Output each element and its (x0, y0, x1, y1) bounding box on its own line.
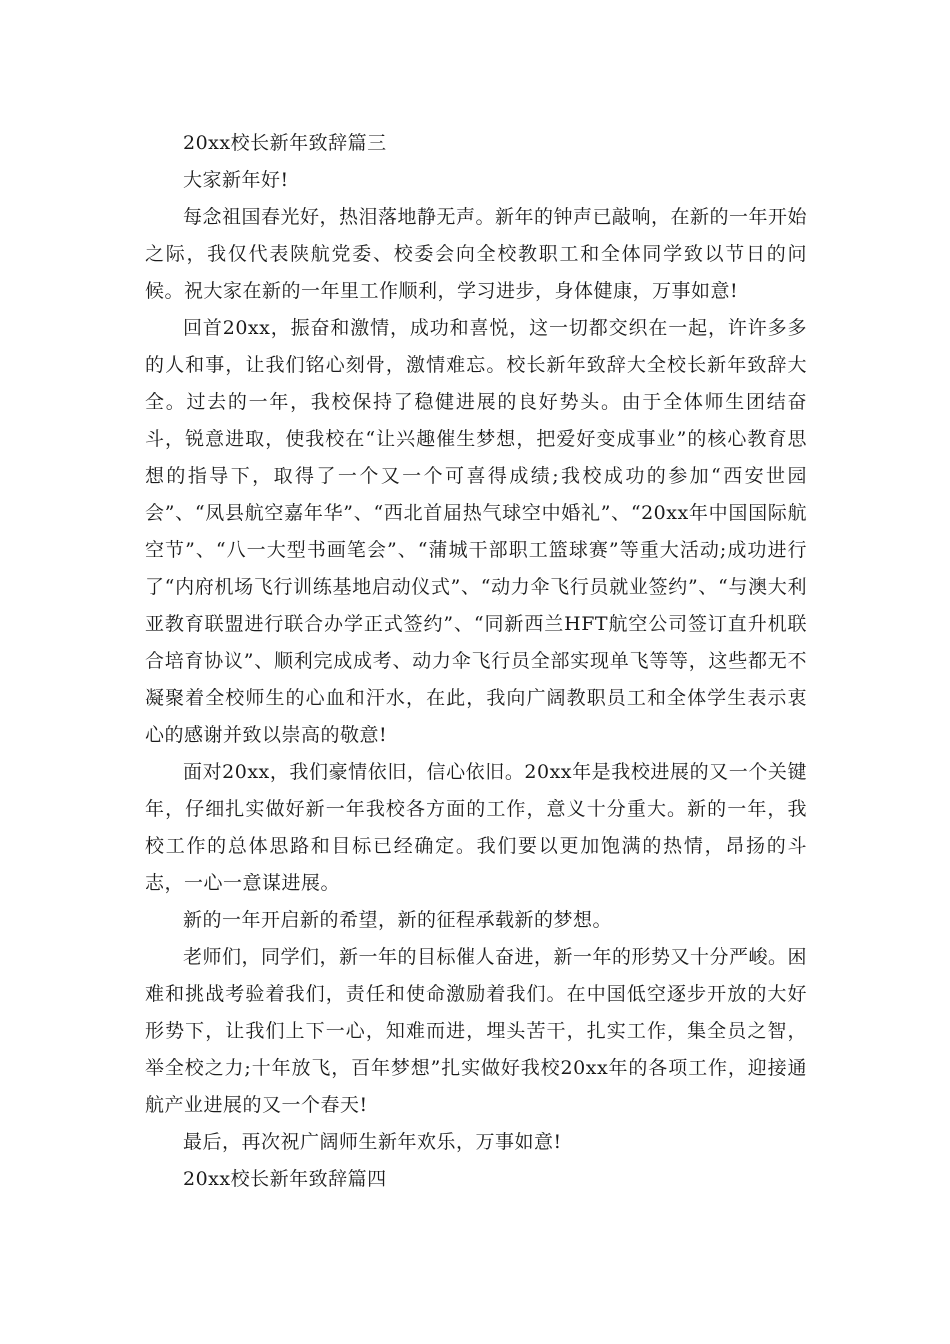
hope-paragraph: 新的一年开启新的希望，新的征程承载新的梦想。 (183, 909, 613, 931)
section-heading-three: 20xx校长新年致辞篇三 (183, 132, 387, 154)
greeting-paragraph: 大家新年好! (183, 169, 289, 191)
opening-paragraph: 每念祖国春光好，热泪落地静无声。新年的钟声已敲响，在新的一年开始之际，我仅代表陕航党委、校委会向全校教职工和全体同学致以节日的问候。祝大家在新的一年里工作顺利，学习进步，身体健康，万事如意! (145, 206, 808, 302)
document-body (145, 125, 807, 1198)
review-paragraph: 回首20xx，振奋和激情，成功和喜悦，这一切都交织在一起，许许多多的人和事，让我们铭心刻骨，激情难忘。校长新年致辞大全校长新年致辞大全。过去的一年，我校保持了稳健进展的良好势头。由于全体师生团结奋斗，锐意进取，使我校在“让兴趣催生梦想，把爱好变成事业”的核心教育思想的指导下，取得了一个又一个可喜得成绩;我校成功的参加“西安世园会”、“凤县航空嘉年华”、“西北首届热气球空中婚礼”、“20xx年中国国际航空节”、“八一大型书画笔会”、“蒲城干部职工篮球赛”等重大活动;成功进行了“内府机场飞行训练基地启动仪式”、“动力伞飞行员就业签约”、“与澳大利亚教育联盟进行联合办学正式签约”、“同新西兰HFT航空公司签订直升机联合培育协议”、顺利完成成考、动力伞飞行员全部实现单飞等等，这些都无不凝聚着全校师生的心血和汗水，在此，我向广阔教职员工和全体学生表示衷心的感谢并致以崇高的敬意! (145, 317, 807, 746)
outlook-paragraph: 面对20xx，我们豪情依旧，信心依旧。20xx年是我校进展的又一个关键年，仔细扎实做好新一年我校各方面的工作，意义十分重大。新的一年，我校工作的总体思路和目标已经确定。我们要以更加饱满的热情，昂扬的斗志，一心一意谋进展。 (145, 761, 807, 894)
section-heading-four: 20xx校长新年致辞篇四 (183, 1168, 387, 1190)
call-to-action-paragraph: 老师们，同学们，新一年的目标催人奋进，新一年的形势又十分严峻。困难和挑战考验着我们，责任和使命激励着我们。在中国低空逐步开放的大好形势下，让我们上下一心，知难而进，埋头苦干，扎实工作，集全员之智，举全校之力;十年放飞，百年梦想”扎实做好我校20xx年的各项工作，迎接通航产业进展的又一个春天! (145, 946, 808, 1116)
closing-paragraph: 最后，再次祝广阔师生新年欢乐，万事如意! (183, 1131, 562, 1153)
